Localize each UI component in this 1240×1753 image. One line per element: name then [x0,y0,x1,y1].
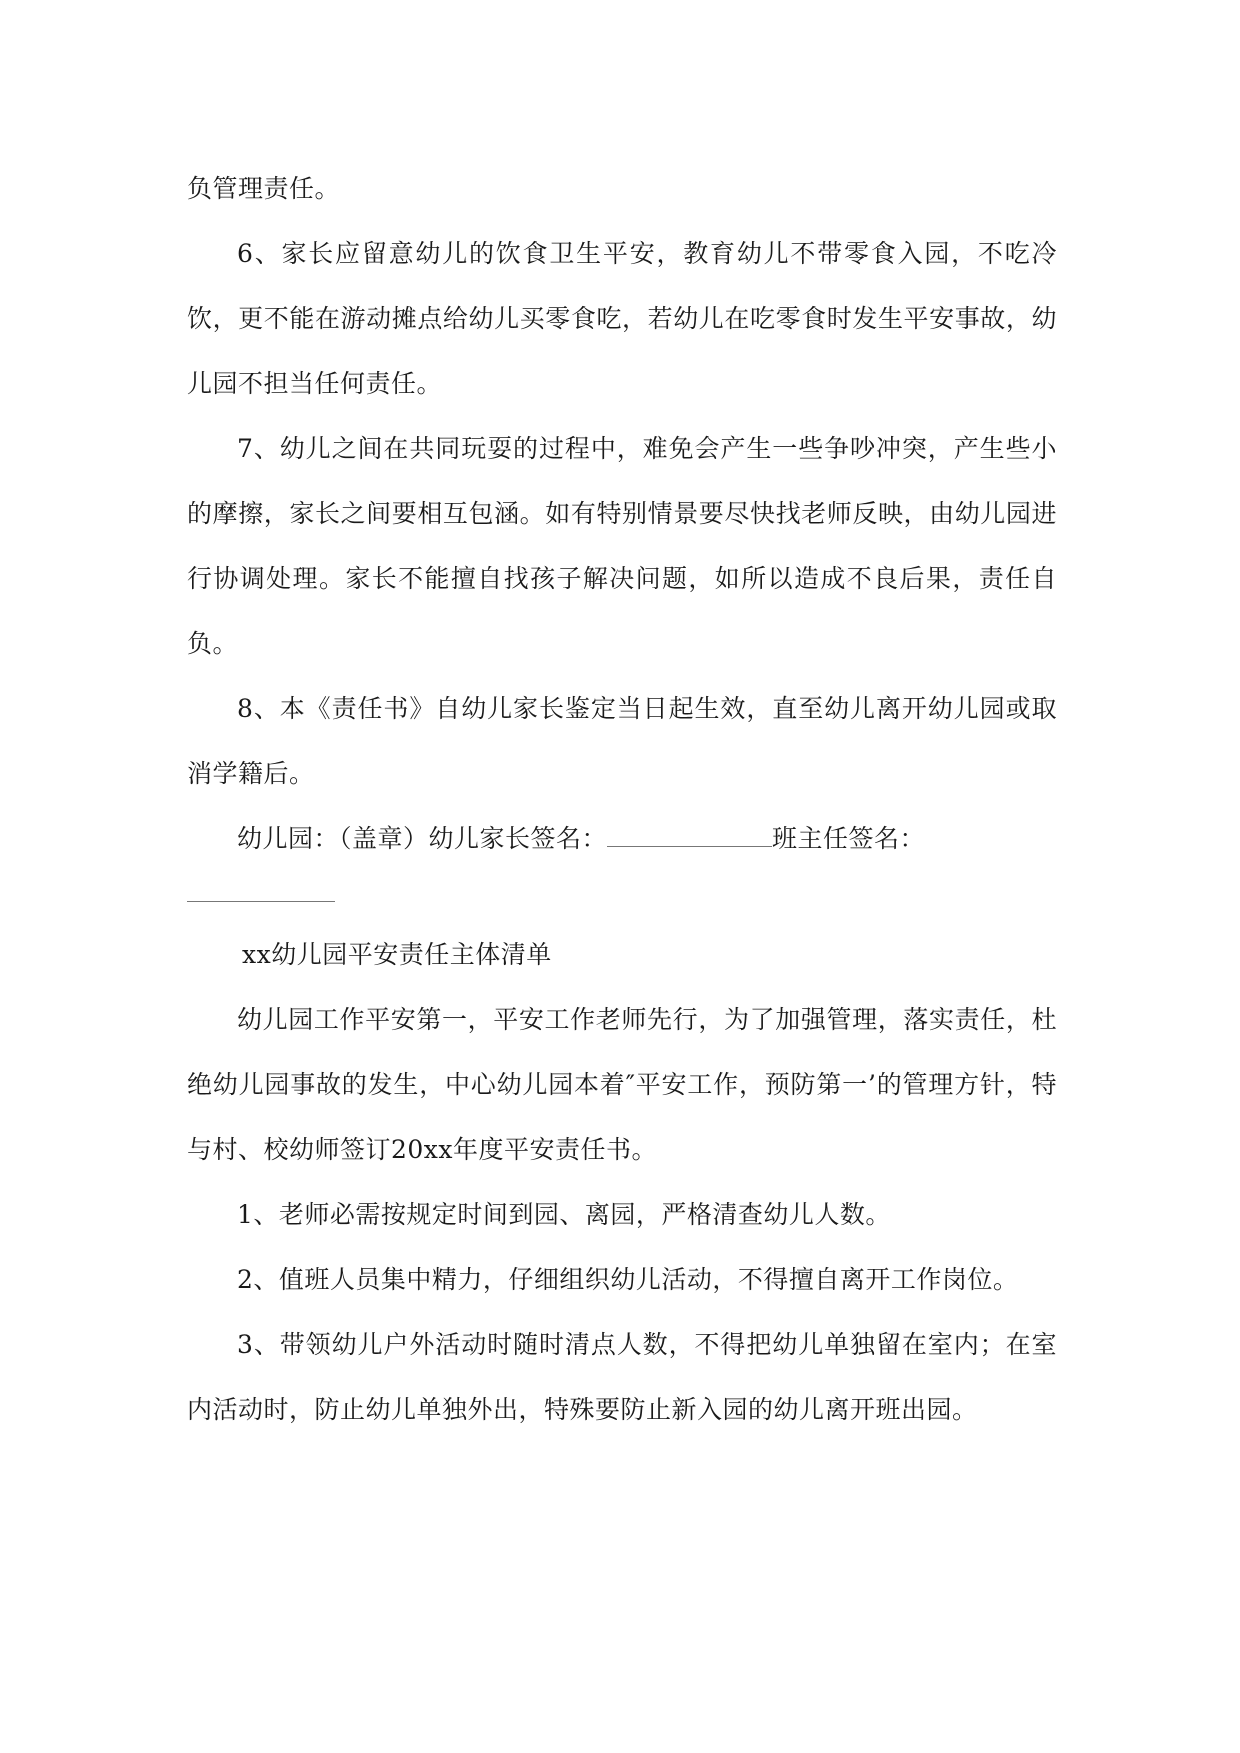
document-body [187,156,1057,1442]
kindergarten-stamp-label: 幼儿园：（盖章） [237,824,429,853]
parent-signature-blank [607,824,772,847]
teacher-signature-label: 班主任签名： [772,824,926,853]
signature-line [187,806,1057,871]
paragraph-item-7: 7、幼儿之间在共同玩耍的过程中，难免会产生一些争吵冲突，产生些小的摩擦，家长之间要相互包涵。如有特别情景要尽快找老师反映，由幼儿园进行协调处理。家长不能擅自找孩子解决问题，如所以造成不良后果，责任自负。 [187,434,1057,658]
paragraph-intro: 幼儿园工作平安第一，平安工作老师先行，为了加强管理，落实责任，杜绝幼儿园事故的发生，中心幼儿园本着″平安工作，预防第一’的管理方针，特与村、校幼师签订20xx年度平安责任书。 [187,1005,1057,1164]
section-title: xx幼儿园平安责任主体清单 [242,940,552,969]
paragraph-continuation: 负管理责任。 [187,174,341,203]
paragraph-rule-1: 1、老师必需按规定时间到园、离园，严格清查幼儿人数。 [237,1200,891,1229]
teacher-signature-blank [187,871,335,902]
paragraph-rule-3: 3、带领幼儿户外活动时随时清点人数，不得把幼儿单独留在室内；在室内活动时，防止幼儿单独外出，特殊要防止新入园的幼儿离开班出园。 [187,1330,1057,1424]
paragraph-item-8: 8、本《责任书》自幼儿家长鉴定当日起生效，直至幼儿离开幼儿园或取消学籍后。 [187,694,1057,788]
parent-signature-label: 幼儿家长签名： [428,824,608,853]
paragraph-item-6: 6、家长应留意幼儿的饮食卫生平安，教育幼儿不带零食入园，不吃冷饮，更不能在游动摊点给幼儿买零食吃，若幼儿在吃零食时发生平安事故，幼儿园不担当任何责任。 [187,239,1057,398]
paragraph-rule-2: 2、值班人员集中精力，仔细组织幼儿活动，不得擅自离开工作岗位。 [237,1265,1019,1294]
